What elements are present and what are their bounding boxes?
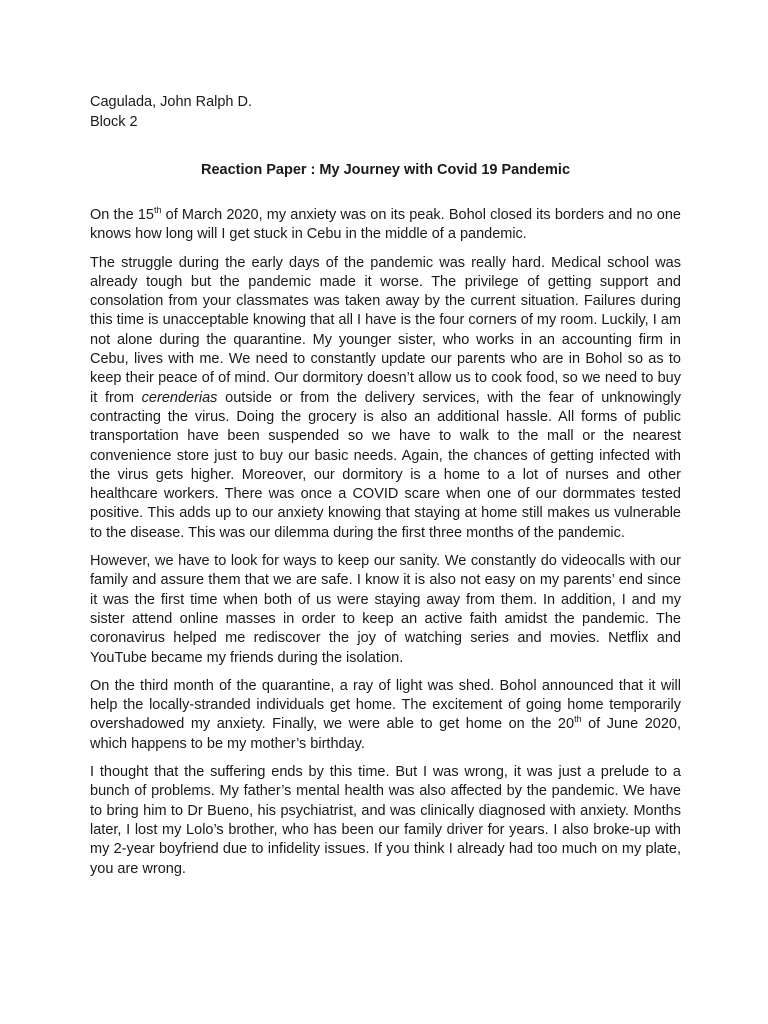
paragraph-4-text-b: of June 2020, which happens to be my mother’s birthday. bbox=[90, 716, 681, 752]
paragraph-2-text-b: outside or from the delivery services, with the fear of unknowingly contracting the virus. Doing the grocery is also an additional hassle. All forms of public transportation have been suspended so we have to walk to the mall or the nearest convenience store just to buy our basic needs. Again, the chances of getting infected with the virus gets higher. Moreover, our dormitory is a home to a lot of nurses and other healthcare workers. There was once a COVID scare when one of our dormmates tested positive. This adds up to our anxiety knowing that staying at home still makes us vulnerable to the disease. This was our dilemma during the first three months of the pandemic. bbox=[90, 389, 681, 541]
paper-body bbox=[90, 206, 681, 879]
paragraph-1-text-b: of March 2020, my anxiety was on its peak. Bohol closed its borders and no one knows how long will I get stuck in Cebu in the middle of a pandemic. bbox=[90, 207, 681, 243]
paragraph-2-italic-term: cerenderias bbox=[141, 389, 218, 406]
paragraph-2-text-a: The struggle during the early days of the pandemic was really hard. Medical school was already tough but the pandemic made it worse. The privilege of getting support and consolation from your classmates was taken away by the current situation. Failures during this time is unacceptable knowing that all I have is the four corners of my room. Luckily, I am not alone during the quarantine. My younger sister, who works in an accounting firm in Cebu, lives with me. We need to constantly update our parents who are in Bohol so as to keep their peace of of mind. Our dormitory doesn’t allow us to cook food, so we need to buy it from bbox=[90, 254, 681, 406]
paragraph-5: I thought that the suffering ends by this time. But I was wrong, it was just a prelude to a bunch of problems. My father’s mental health was also affected by the pandemic. We have to bring him to Dr Bueno, his psychiatrist, and was clinically diagnosed with anxiety. Months later, I lost my Lolo’s brother, who has been our family driver for years. I also broke-up with my 2-year boyfriend due to infidelity issues. If you think I already had too much on my plate, you are wrong. bbox=[90, 764, 681, 877]
paragraph-1-text-a: On the 15 bbox=[90, 207, 154, 223]
paragraph-4 bbox=[90, 677, 681, 754]
paragraph-1-superscript: th bbox=[153, 205, 162, 216]
paragraph-2 bbox=[90, 254, 681, 543]
paragraph-3: However, we have to look for ways to keep our sanity. We constantly do videocalls with our family and assure them that we are safe. I know it is also not easy on my parents’ end since it was the first time when both of us were staying away from them. In addition, I and my sister attend online masses in order to keep an active faith amidst the pandemic. The coronavirus helped me rediscover the joy of watching series and movies. Netflix and YouTube became my friends during the isolation. bbox=[90, 553, 681, 666]
paper-title: Reaction Paper : My Journey with Covid 19 Pandemic bbox=[200, 162, 571, 178]
paragraph-4-superscript: th bbox=[574, 714, 582, 725]
paragraph-1 bbox=[90, 206, 681, 245]
author-name: Cagulada, John Ralph D. bbox=[90, 94, 253, 110]
author-block-number: Block 2 bbox=[90, 114, 138, 130]
author-block bbox=[90, 92, 681, 132]
paragraph-4-text-a: On the third month of the quarantine, a ray of light was shed. Bohol announced that it will help the locally-stranded individuals get home. The excitement of going home temporarily overshadowed my anxiety. Finally, we were able to get home on the 20 bbox=[90, 677, 681, 733]
